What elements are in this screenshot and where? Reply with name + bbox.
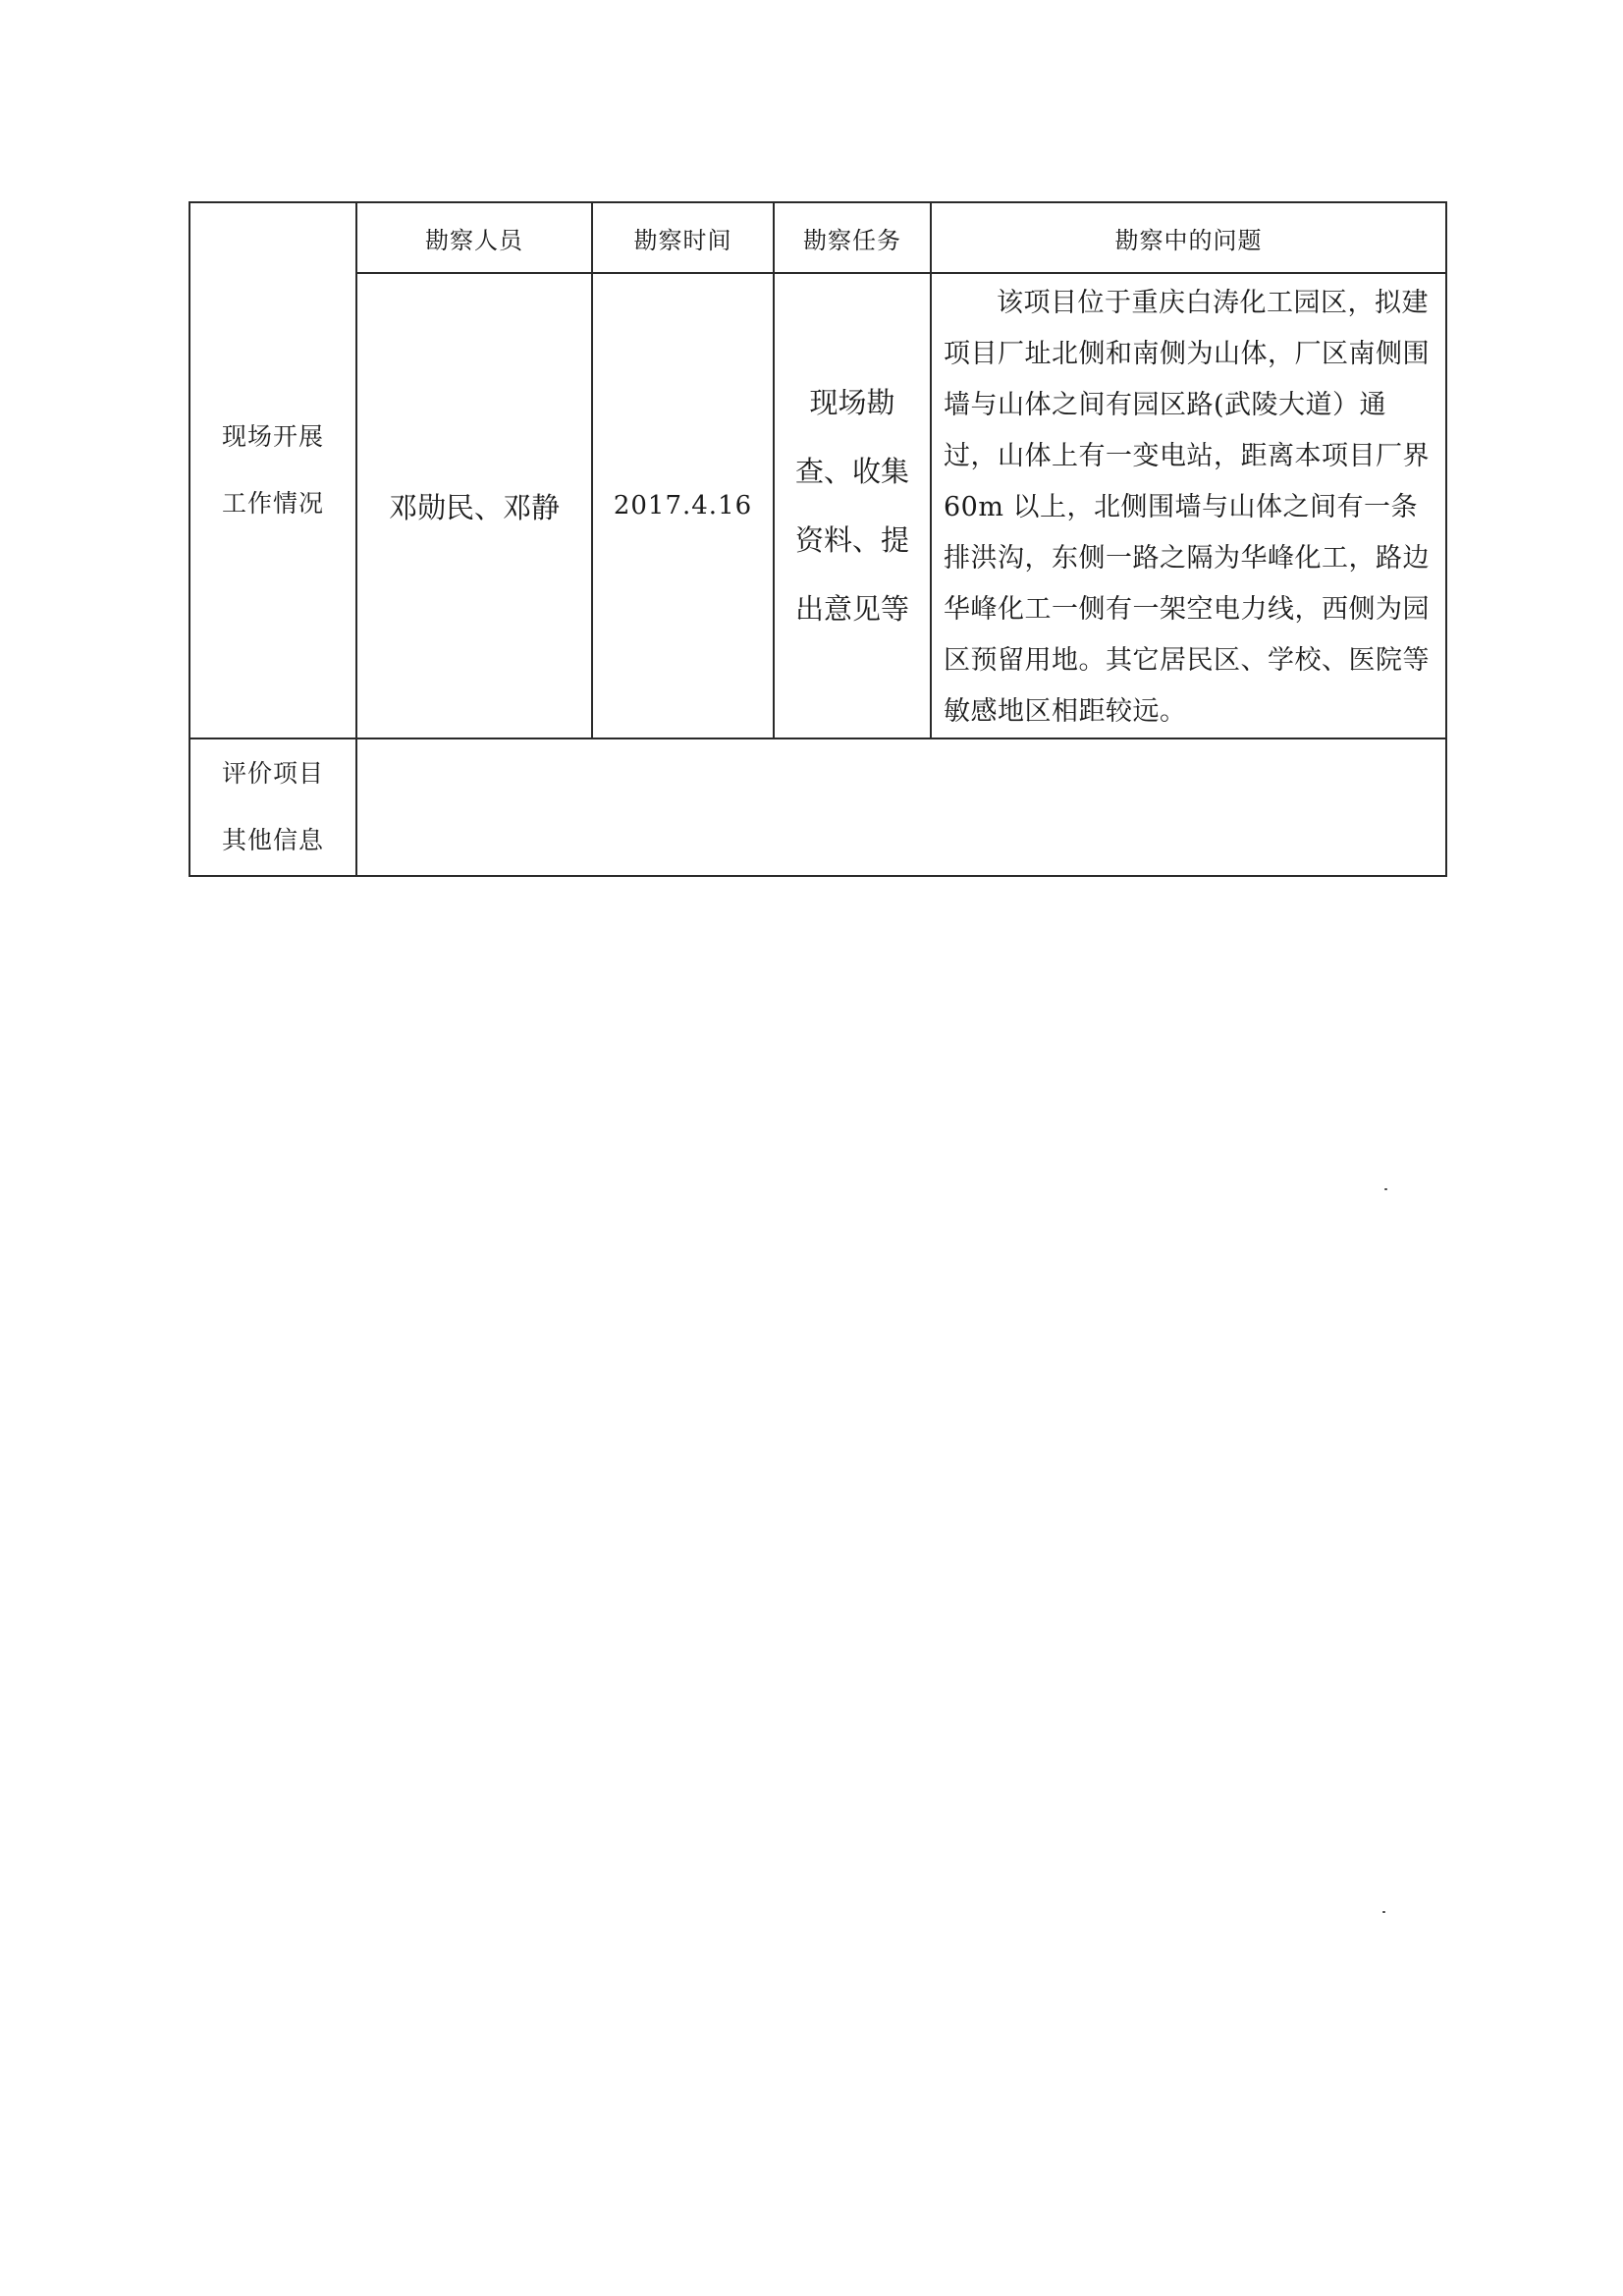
survey-task-line1: 现场勘 — [809, 386, 895, 419]
survey-task-line2: 查、收集 — [794, 455, 909, 488]
other-info-label-cell — [189, 738, 356, 876]
onsite-row — [189, 273, 1446, 738]
header-task: 勘察任务 — [774, 202, 931, 273]
survey-table — [189, 201, 1447, 877]
other-info-label-line1: 评价项目 — [221, 759, 324, 788]
header-people: 勘察人员 — [356, 202, 592, 273]
header-time: 勘察时间 — [592, 202, 774, 273]
scan-speck — [1382, 1911, 1385, 1913]
survey-task-line4: 出意见等 — [794, 592, 909, 626]
other-info-label-line2: 其他信息 — [221, 826, 324, 854]
survey-people: 邓勋民、邓静 — [356, 273, 592, 738]
other-info-row — [189, 738, 1446, 876]
scan-speck — [1384, 1188, 1387, 1190]
onsite-work-label-line2: 工作情况 — [221, 489, 324, 518]
header-row — [189, 202, 1446, 273]
onsite-work-label-line1: 现场开展 — [221, 422, 324, 451]
onsite-work-label-cell — [189, 202, 356, 738]
survey-task-cell — [774, 273, 931, 738]
survey-date: 2017.4.16 — [592, 273, 774, 738]
other-info-content — [356, 738, 1446, 876]
survey-issues-text: 该项目位于重庆白涛化工园区，拟建项目厂址北侧和南侧为山体，厂区南侧围墙与山体之间有园区路(武陵大道）通过，山体上有一变电站，距离本项目厂界 60m 以上，北侧围墙与山体之间有一条排洪沟，东侧一路之隔为华峰化工，路边华峰化工一侧有一架空电力线，西侧为园区预留用地。其它居民区、学校、医院等敏感地区相距较远。 — [931, 273, 1446, 738]
survey-task-line3: 资料、提 — [794, 523, 909, 557]
header-issues: 勘察中的问题 — [931, 202, 1446, 273]
